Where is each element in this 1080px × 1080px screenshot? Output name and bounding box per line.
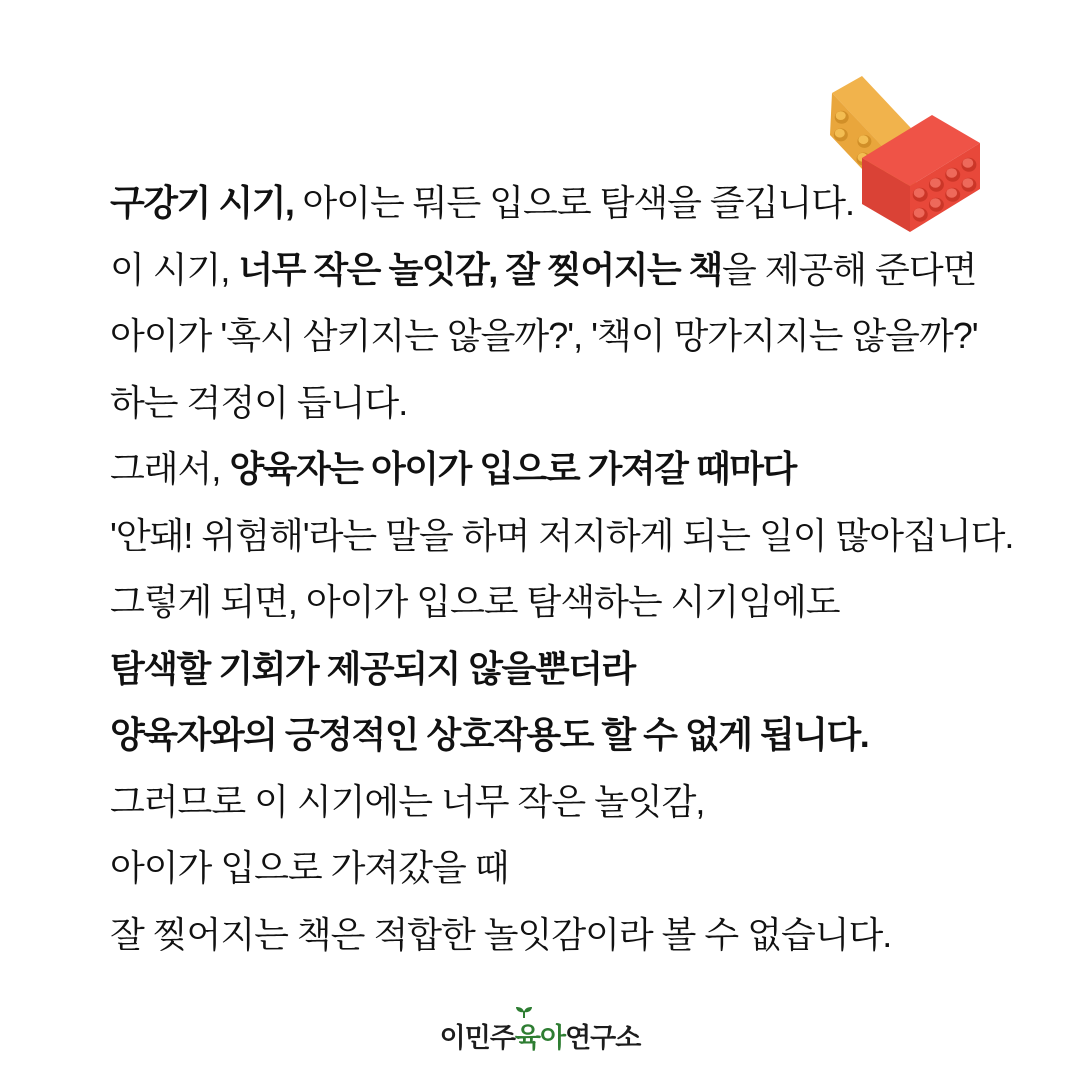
logo-highlight — [515, 1016, 565, 1055]
text-segment-bold: 너무 작은 놀잇감, 잘 찢어지는 책 — [238, 248, 722, 290]
text-segment-bold: 양육자는 아이가 입으로 가져갈 때마다 — [229, 448, 796, 489]
text-line — [110, 702, 1030, 769]
text-line — [110, 237, 1030, 304]
text-line — [110, 503, 1030, 570]
text-segment: 아이가 입으로 가져갔을 때 — [110, 847, 509, 888]
text-segment: 그래서, — [110, 448, 230, 489]
body-text — [110, 170, 1030, 968]
text-segment: 잘 찢어지는 책은 적합한 놀잇감이라 볼 수 없습니다. — [110, 913, 892, 955]
text-line — [110, 902, 1030, 969]
logo-highlight-text: 육아 — [514, 1023, 566, 1053]
text-line — [110, 769, 1030, 836]
text-segment: '안돼! 위험해'라는 말을 하며 저지하게 되는 일이 많아집니다. — [110, 514, 1014, 556]
text-segment: 그렇게 되면, 아이가 입으로 탐색하는 시기임에도 — [110, 581, 840, 622]
text-segment: 을 제공해 준다면 — [721, 248, 977, 290]
text-segment: 아이는 뭐든 입으로 탐색을 즐깁니다. — [293, 182, 855, 223]
logo-prefix: 이민주 — [439, 1023, 515, 1053]
logo — [0, 1016, 1080, 1055]
text-line — [110, 569, 1030, 636]
text-segment-bold: 탐색할 기회가 제공되지 않을뿐더라 — [110, 647, 635, 689]
text-line — [110, 303, 1030, 370]
text-line — [110, 835, 1030, 902]
logo-suffix: 연구소 — [565, 1023, 641, 1053]
text-segment: 그러므로 이 시기에는 너무 작은 놀잇감, — [110, 780, 705, 822]
sprout-icon — [515, 1006, 533, 1018]
text-line — [110, 636, 1030, 703]
text-line — [110, 170, 1030, 237]
text-line — [110, 370, 1030, 437]
text-segment: 아이가 '혹시 삼키지는 않을까?', '책이 망가지지는 않을까?' — [110, 315, 978, 356]
text-segment: 하는 걱정이 듭니다. — [110, 381, 408, 423]
text-segment-bold: 구강기 시기, — [110, 182, 294, 223]
text-line — [110, 436, 1030, 503]
text-segment-bold: 양육자와의 긍정적인 상호작용도 할 수 없게 됩니다. — [110, 714, 869, 755]
text-segment: 이 시기, — [110, 248, 239, 290]
